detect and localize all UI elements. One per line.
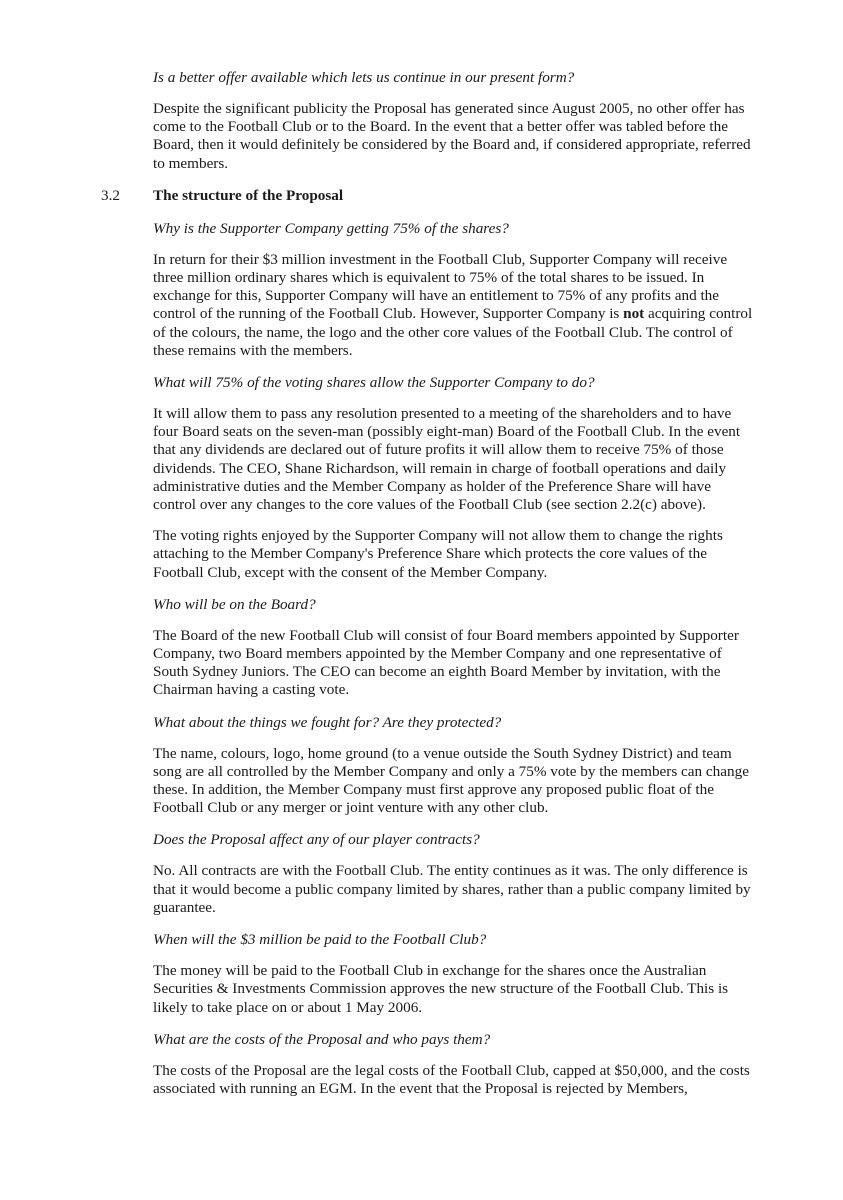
section-heading bbox=[101, 186, 757, 205]
paragraph-why-75 bbox=[153, 251, 757, 360]
paragraph-costs: The costs of the Proposal are the legal costs of the Football Club, capped at $50,000, and the costs associated with running an EGM. In the event that the Proposal is rejected by Members, bbox=[153, 1061, 750, 1097]
paragraph-why-75-part-a: In return for their $3 million investment in the Football Club, Supporter Company will receive three million ordinary shares which is equivalent to 75% of the total shares to be issued. In exchange for this, Supporter Company will have an entitlement to 75% of any profits and the control of the running of the Football Club. However, Supporter Company is bbox=[153, 250, 728, 323]
emphasis-not: not bbox=[623, 305, 645, 323]
question-why-75: Why is the Supporter Company getting 75% of the shares? bbox=[153, 219, 509, 237]
paragraph-fought: The name, colours, logo, home ground (to a venue outside the South Sydney District) and team song are all controlled by the Member Company and only a 75% vote by the members can change these. In addition, the Member Company must first approve any proposed public float of the Football Club or any merger or joint venture with any other club. bbox=[153, 744, 749, 817]
paragraph-why-75-part-b: acquiring control of the colours, the name, the logo and the other core values of the Football Club. The control of these remains with the members. bbox=[153, 305, 753, 359]
paragraph-paid: The money will be paid to the Football Club in exchange for the shares once the Australian Securities & Investments Commission approves the new structure of the Football Club. This is likely to take place on or about 1 May 2006. bbox=[153, 962, 729, 1016]
paragraph-better-offer: Despite the significant publicity the Proposal has generated since August 2005, no other offer has come to the Football Club or to the Board. In the event that a better offer was tabled before the Board, then it would definitely be considered by the Board and, if considered appropriate, referred to members. bbox=[153, 100, 751, 172]
question-costs: What are the costs of the Proposal and who pays them? bbox=[153, 1030, 491, 1048]
section-number: 3.2 bbox=[101, 186, 120, 204]
question-better-offer: Is a better offer available which lets us continue in our present form? bbox=[153, 69, 575, 86]
question-voting: What will 75% of the voting shares allow the Supporter Company to do? bbox=[153, 374, 595, 392]
section-title: The structure of the Proposal bbox=[153, 186, 344, 204]
paragraph-voting-1: It will allow them to pass any resolution presented to a meeting of the shareholders and to have four Board seats on the seven-man (possibly eight-man) Board of the Football Club. In the event that any dividends are declared out of future profits it will allow them to receive 75% of those dividends. The CEO, Shane Richardson, will remain in charge of football operations and daily administrative duties and the Member Company as holder of the Preference Share will have control over any changes to the core values of the Football Club (see section 2.2(c) above). bbox=[153, 405, 741, 514]
question-paid: When will the $3 million be paid to the Football Club? bbox=[153, 931, 487, 949]
question-contracts: Does the Proposal affect any of our player contracts? bbox=[153, 831, 480, 849]
paragraph-contracts: No. All contracts are with the Football Club. The entity continues as it was. The only difference is that it would become a public company limited by shares, rather than a public company limited by guarantee. bbox=[153, 862, 751, 916]
paragraph-voting-2: The voting rights enjoyed by the Supporter Company will not allow them to change the rights attaching to the Member Company's Preference Share which protects the core values of the Football Club, except with the consent of the Member Company. bbox=[153, 527, 723, 581]
question-board: Who will be on the Board? bbox=[153, 595, 316, 613]
paragraph-board: The Board of the new Football Club will consist of four Board members appointed by Supporter Company, two Board members appointed by the Member Company and one representative of South Sydney Juniors. The CEO can become an eighth Board Member by invitation, with the Chairman having a casting vote. bbox=[153, 626, 739, 699]
question-fought: What about the things we fought for? Are they protected? bbox=[153, 713, 502, 731]
